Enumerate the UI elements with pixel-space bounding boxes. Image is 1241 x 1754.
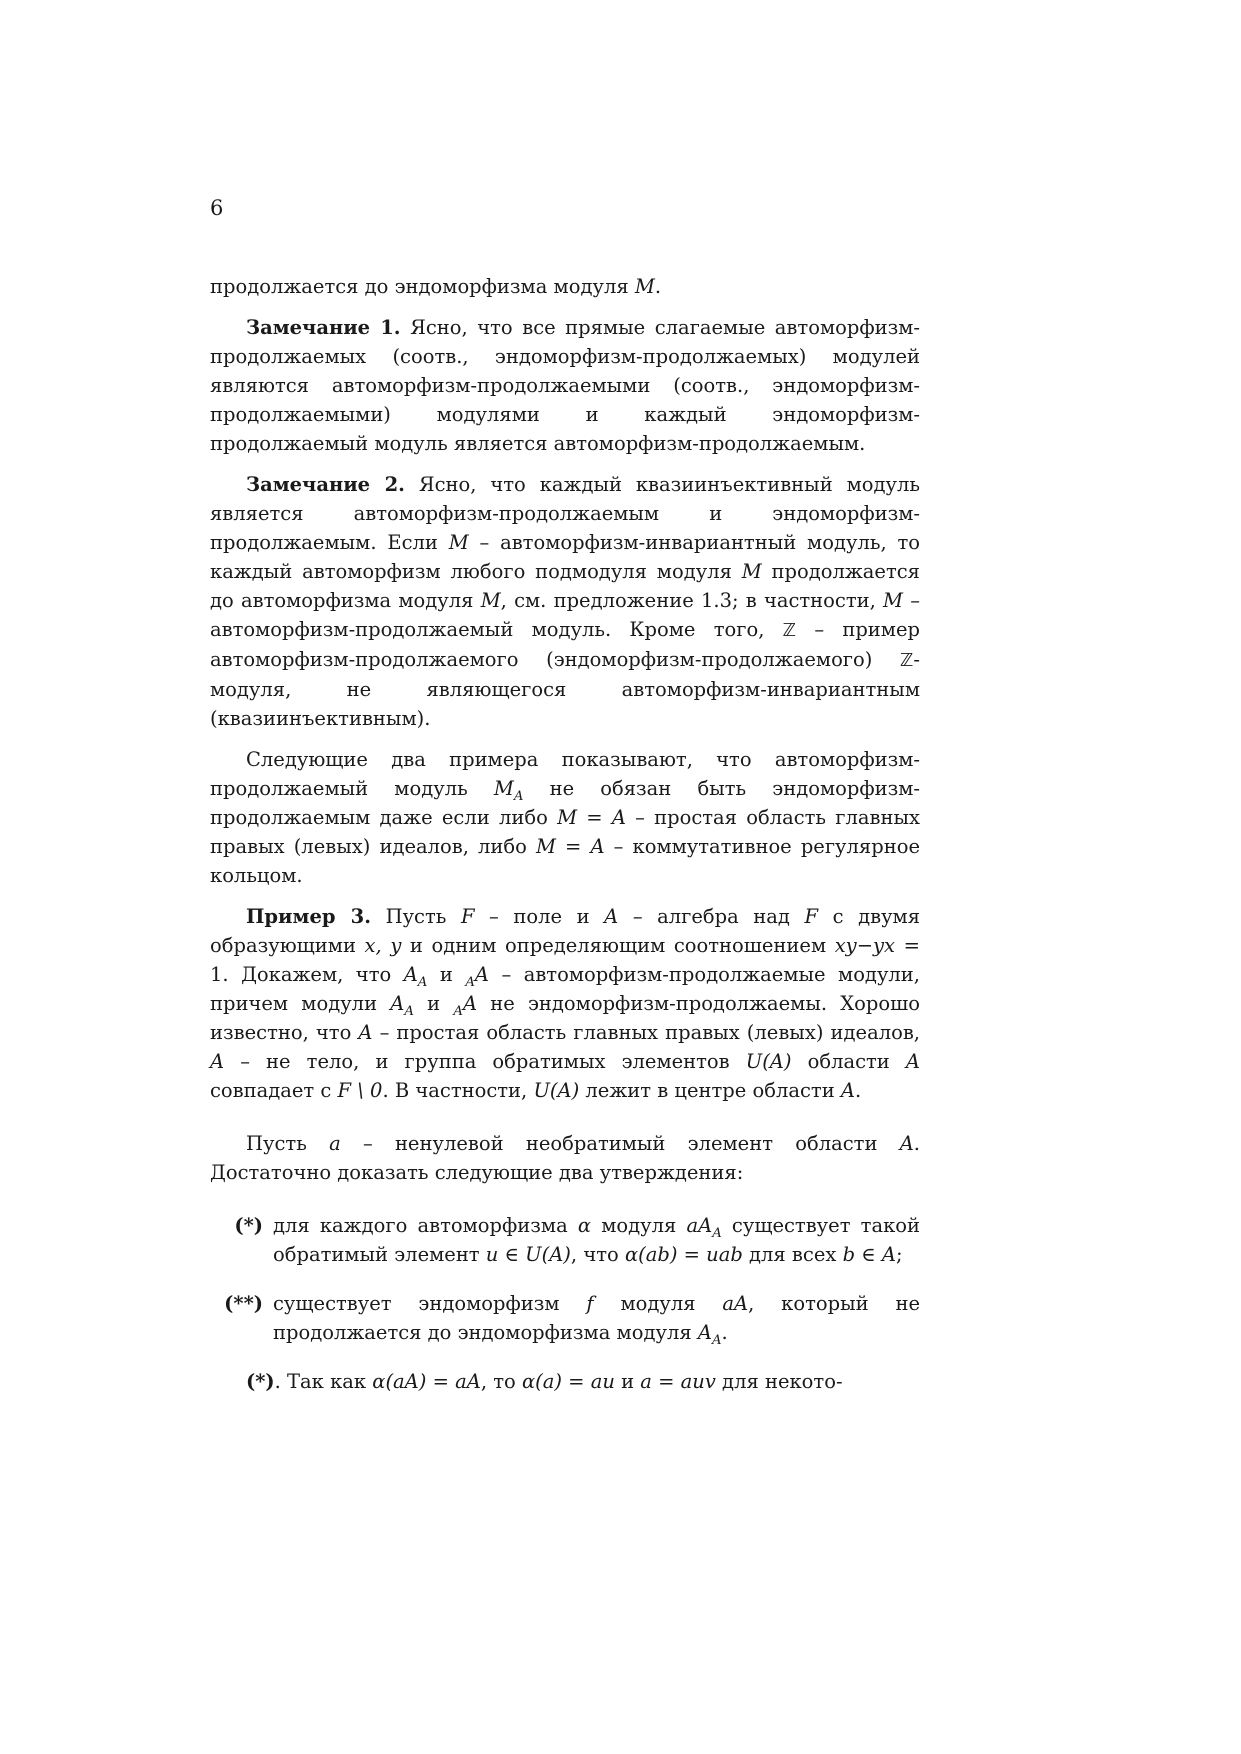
page-content [210, 272, 920, 1396]
claim-star [210, 1211, 920, 1269]
claim-text: существует эндоморфизм f модуля aA, который не продолжается до эндоморфизма модуля $A_A$. [273, 1292, 920, 1348]
paragraph-continuation: продолжается до эндоморфизма модуля M. [210, 275, 662, 298]
remark-1: Замечание 1. Ясно, что все прямые слагаемые автоморфизм-продолжаемых (соотв., эндоморфизм-продолжаемых) модулей являются автоморфизм-продолжаемыми (соотв., эндоморфизм-продолжаемыми) модулями и каждый эндоморфизм-продолжаемый модуль является автоморфизм-продолжаемым. [210, 316, 920, 455]
paragraph-claims-intro: Пусть a – ненулевой необратимый элемент области A. Достаточно доказать следующие два утверждения: [210, 1132, 920, 1184]
remark-2: Замечание 2. Ясно, что каждый квазиинъективный модуль является автоморфизм-продолжаемым и эндоморфизм-продолжаемым. Если M – автоморфизм-инвариантный модуль, то каждый автоморфизм любого подмодуля модуля M продолжается до автоморфизма модуля M, см. предложение 1.3; в частности, M – автоморфизм-продолжаемый модуль. Кроме того, ℤ – пример автоморфизм-продолжаемого (эндоморфизм-продолжаемого) ℤ-модуля, не являющегося автоморфизм-инвариантным (квазиинъективным). [210, 473, 920, 730]
page-number: 6 [210, 196, 224, 220]
example-3: Пример 3. Пусть F – поле и A – алгебра над F с двумя образующими x, y и одним определяющим соотношением xy−yx = 1. Докажем, что $A_A$ и $_A$A – автоморфизм-продолжаемые модули, причем модули $A_A$ и $_A$A не эндоморфизм-продолжаемы. Хорошо известно, что A – простая область главных правых (левых) идеалов, A – не тело, и группа обратимых элементов U(A) области A совпадает с F \ 0. В частности, U(A) лежит в центре области A. [210, 905, 921, 1102]
remark-1-title: Замечание 1. [246, 316, 401, 339]
remark-2-title: Замечание 2. [246, 473, 405, 496]
proof-label: (*) [246, 1370, 275, 1393]
claims-list [210, 1211, 920, 1347]
claim-double-star [210, 1289, 920, 1347]
example-3-title: Пример 3. [246, 905, 372, 928]
paragraph-examples-intro: Следующие два примера показывают, что автоморфизм-продолжаемый модуль $M_A$ не обязан быть эндоморфизм-продолжаемым даже если либо M = A – простая область главных правых (левых) идеалов, либо M = A – коммутативное регулярное кольцом. [210, 748, 920, 887]
claim-label: (**) [224, 1292, 263, 1315]
proof-star: (*). Так как α(aA) = aA, то α(a) = au и a = auv для некото- [246, 1370, 843, 1393]
claim-text: для каждого автоморфизма α модуля $aA_A$ существует такой обратимый элемент u ∈ U(A), что α(ab) = uab для всех b ∈ A; [273, 1214, 920, 1266]
claim-label: (*) [234, 1214, 263, 1237]
